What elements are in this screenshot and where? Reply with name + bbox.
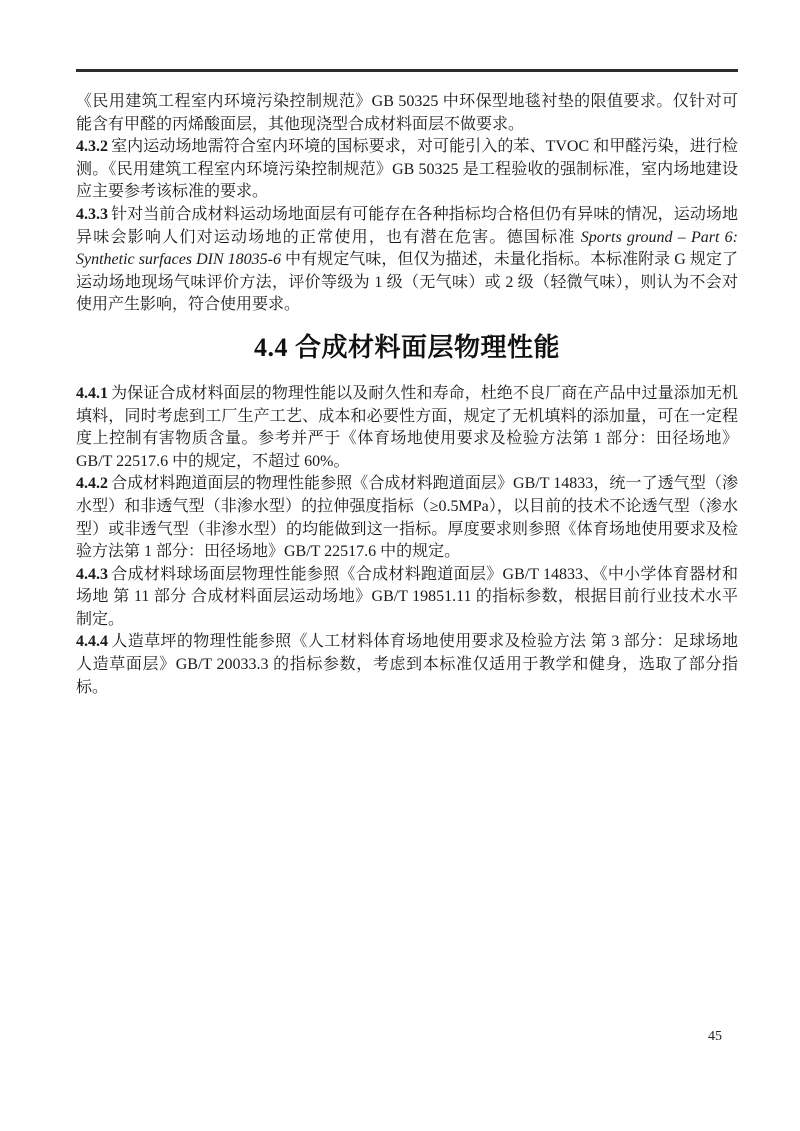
clause-number: 4.4.3 bbox=[76, 565, 108, 583]
paragraph-continuation bbox=[76, 91, 738, 136]
page-content bbox=[76, 91, 738, 699]
paragraph-text: 合成材料球场面层物理性能参照《合成材料跑道面层》GB/T 14833、《中小学体育器材和场地 第 11 部分 合成材料面层运动场地》GB/T 19851.11 的指标参数，根据目前行业技术水平制定。 bbox=[76, 565, 738, 628]
paragraph-clause-4-4-3 bbox=[76, 564, 738, 632]
german-standard-title: Sports ground – Part 6: Synthetic surfaces DIN 18035-6 bbox=[76, 228, 738, 269]
paragraph-text: 《民用建筑工程室内环境污染控制规范》GB 50325 中环保型地毯衬垫的限值要求。仅针对可能含有甲醛的丙烯酸面层，其他现浇型合成材料面层不做要求。 bbox=[76, 93, 738, 133]
paragraph-clause-4-4-2 bbox=[76, 473, 738, 563]
paragraph-text: 中有规定气味，但仅为描述，未量化指标。本标准附录 G 规定了运动场地现场气味评价方法，评价等级为 1 级（无气味）或 2 级（轻微气味），则认为不会对使用产生影响，符合使用要求。 bbox=[76, 251, 738, 314]
clause-number: 4.4.4 bbox=[76, 633, 108, 651]
paragraph-text: 为保证合成材料面层的物理性能以及耐久性和寿命，杜绝不良厂商在产品中过量添加无机填料，同时考虑到工厂生产工艺、成本和必要性方面，规定了无机填料的添加量，可在一定程度上控制有害物质含量。参考并严于《体育场地使用要求及检验方法第 1 部分：田径场地》GB/T 22517.6 中的规定，不超过 60%。 bbox=[76, 384, 738, 470]
paragraph-clause-4-3-2 bbox=[76, 136, 738, 204]
paragraph-clause-4-4-4 bbox=[76, 631, 738, 699]
paragraph-clause-4-4-1 bbox=[76, 383, 738, 473]
page-number: 45 bbox=[708, 1029, 722, 1044]
clause-number: 4.4.2 bbox=[76, 475, 108, 493]
header-rule bbox=[76, 69, 738, 72]
clause-number: 4.3.3 bbox=[76, 205, 108, 223]
clause-number: 4.3.2 bbox=[76, 138, 108, 156]
paragraph-text: 室内运动场地需符合室内环境的国标要求，对可能引入的苯、TVOC 和甲醛污染，进行检测。《民用建筑工程室内环境污染控制规范》GB 50325 是工程验收的强制标准，室内场地建设应主要参考该标准的要求。 bbox=[76, 138, 738, 201]
section-heading: 4.4 合成材料面层物理性能 bbox=[253, 332, 560, 362]
paragraph-text: 合成材料跑道面层的物理性能参照《合成材料跑道面层》GB/T 14833，统一了透气型（渗水型）和非透气型（非渗水型）的拉伸强度指标（≥0.5MPa），以目前的技术不论透气型（渗水型）或非透气型（非渗水型）的均能做到这一指标。厚度要求则参照《体育场地使用要求及检验方法第 1 部分：田径场地》GB/T 22517.6 中的规定。 bbox=[76, 475, 738, 561]
paragraph-text: 人造草坪的物理性能参照《人工材料体育场地使用要求及检验方法 第 3 部分：足球场地人造草面层》GB/T 20033.3 的指标参数，考虑到本标准仅适用于教学和健身，选取了部分指标。 bbox=[76, 633, 738, 696]
paragraph-text: 针对当前合成材料运动场地面层有可能存在各种指标均合格但仍有异味的情况，运动场地异味会影响人们对运动场地的正常使用，也有潜在危害。德国标准 bbox=[76, 205, 738, 246]
clause-number: 4.4.1 bbox=[76, 384, 108, 402]
paragraph-clause-4-3-3 bbox=[76, 204, 738, 317]
